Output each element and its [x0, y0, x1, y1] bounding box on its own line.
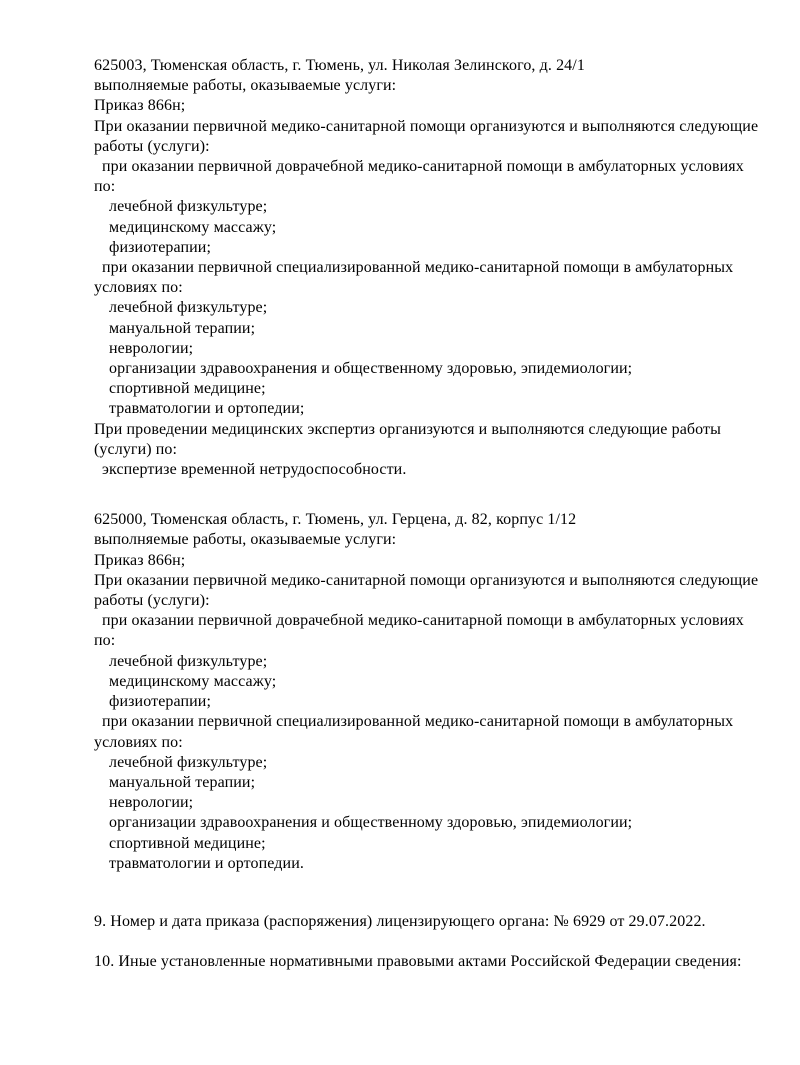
text-line: Приказ 866н;: [94, 97, 186, 115]
text-line: по:: [94, 178, 116, 196]
text-line: работы (услуги):: [94, 137, 210, 155]
text-line: лечебной физкультуре;: [109, 652, 268, 670]
text-line: (услуги) по:: [94, 440, 178, 458]
text-line: по:: [94, 632, 116, 650]
text-line: При оказании первичной медико-санитарной помощи организуются и выполняются следующие: [94, 571, 759, 589]
text-line: медицинскому массажу;: [109, 672, 277, 690]
text-line: Приказ 866н;: [94, 551, 186, 569]
text-line: 625000, Тюменская область, г. Тюмень, ул. Герцена, д. 82, корпус 1/12: [94, 511, 577, 529]
text-line: травматологии и ортопедии;: [109, 400, 305, 418]
text-line: при оказании первичной доврачебной медико-санитарной помощи в амбулаторных условиях: [102, 158, 744, 176]
text-line: При оказании первичной медико-санитарной помощи организуются и выполняются следующие: [94, 117, 759, 135]
order-number-line: 9. Номер и дата приказа (распоряжения) лицензирующего органа: № 6929 от 29.07.2022.: [94, 912, 706, 930]
text-line: при оказании первичной специализированной медико-санитарной помощи в амбулаторных: [102, 259, 734, 277]
text-line: травматологии и ортопедии.: [109, 854, 304, 872]
text-line: физиотерапии;: [109, 693, 212, 711]
text-line: при оказании первичной доврачебной медико-санитарной помощи в амбулаторных условиях: [102, 612, 744, 630]
text-line: лечебной физкультуре;: [109, 198, 268, 216]
text-line: лечебной физкультуре;: [109, 299, 268, 317]
document-content: [94, 56, 760, 972]
text-line: мануальной терапии;: [109, 773, 256, 791]
text-line: 625003, Тюменская область, г. Тюмень, ул. Николая Зелинского, д. 24/1: [94, 57, 585, 74]
text-line: организации здравоохранения и общественному здоровью, эпидемиологии;: [109, 360, 633, 378]
text-line: условиях по:: [94, 733, 183, 751]
text-line: мануальной терапии;: [109, 319, 256, 337]
text-line: медицинскому массажу;: [109, 218, 277, 236]
text-line: При проведении медицинских экспертиз организуются и выполняются следующие работы: [94, 420, 721, 438]
text-line: организации здравоохранения и общественному здоровью, эпидемиологии;: [109, 814, 633, 832]
text-line: экспертизе временной нетрудоспособности.: [102, 461, 407, 479]
text-line: выполняемые работы, оказываемые услуги:: [94, 531, 397, 549]
text-line: при оказании первичной специализированной медико-санитарной помощи в амбулаторных: [102, 713, 734, 731]
text-line: неврологии;: [109, 339, 194, 357]
text-line: спортивной медицине;: [109, 380, 266, 398]
text-line: неврологии;: [109, 794, 194, 812]
text-line: физиотерапии;: [109, 238, 212, 256]
other-info-line: 10. Иные установленные нормативными правовыми актами Российской Федерации сведения:: [94, 953, 742, 971]
address-block-gertsena: [94, 510, 760, 874]
text-line: лечебной физкультуре;: [109, 753, 268, 771]
text-line: спортивной медицине;: [109, 834, 266, 852]
text-line: условиях по:: [94, 279, 183, 297]
text-line: выполняемые работы, оказываемые услуги:: [94, 77, 397, 95]
address-block-zelinskogo: [94, 56, 760, 480]
text-line: работы (услуги):: [94, 592, 210, 610]
